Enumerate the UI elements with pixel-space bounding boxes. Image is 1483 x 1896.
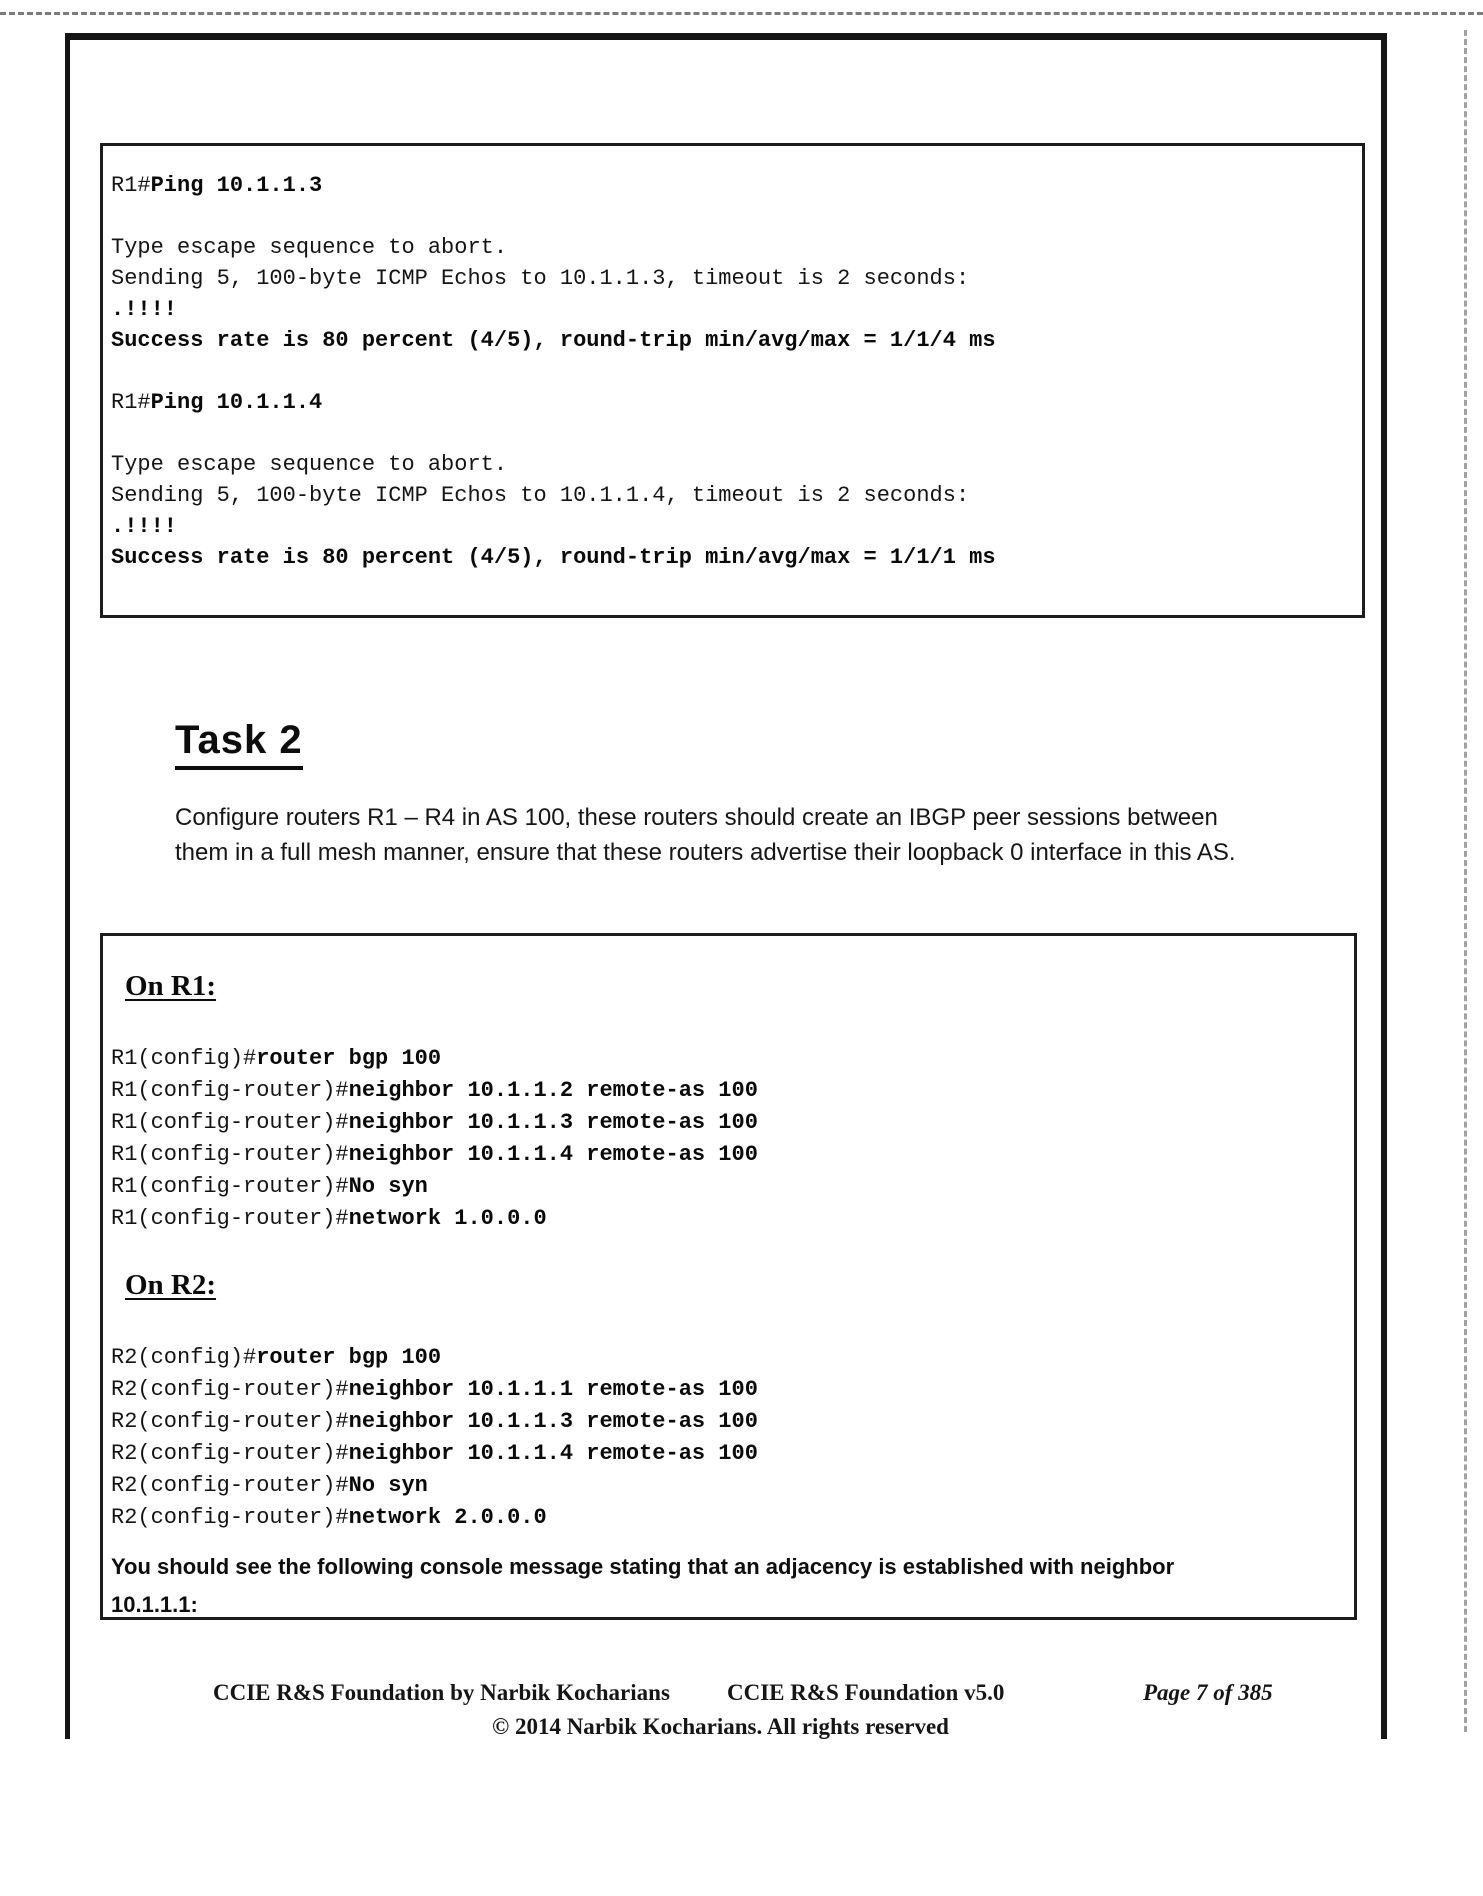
- task-description: Configure routers R1 – R4 in AS 100, these routers should create an IBGP peer sessions between them in a full mesh manner, ensure that these routers advertise their loopback 0 interface in this AS.: [175, 804, 1236, 866]
- footer-page-number: Page 7 of 385: [1143, 1680, 1273, 1705]
- cli-prompt: R2(config-router)#: [111, 1505, 349, 1530]
- cli-prompt: R1(config-router)#: [111, 1110, 349, 1135]
- console-bold-text: .!!!!: [111, 297, 178, 322]
- cli-prompt: R2(config-router)#: [111, 1473, 349, 1498]
- console-message-note: [111, 1548, 1346, 1620]
- cli-command: network 1.0.0.0: [348, 1206, 547, 1231]
- note-line: You should see the following console message stating that an adjacency is established with neighbor: [111, 1554, 1175, 1579]
- cli-command: neighbor 10.1.1.2 remote-as 100: [348, 1078, 758, 1103]
- console-line: [111, 418, 1352, 449]
- console-output: [111, 170, 1352, 573]
- config-command-line: [111, 1203, 1346, 1235]
- task-heading: Task 2: [175, 718, 303, 770]
- console-line: [111, 542, 1352, 573]
- config-command-line: [111, 1043, 1346, 1075]
- cli-prompt: R2(config-router)#: [111, 1377, 349, 1402]
- config-command-line: [111, 1502, 1346, 1534]
- console-line: [111, 480, 1352, 511]
- console-line: [111, 356, 1352, 387]
- cli-command: No syn: [348, 1473, 428, 1498]
- ping-console-box: [100, 143, 1365, 618]
- cli-prompt: R1(config-router)#: [111, 1078, 349, 1103]
- console-line: [111, 449, 1352, 480]
- cli-command: router bgp 100: [256, 1046, 442, 1071]
- config-command-line: [111, 1139, 1346, 1171]
- cli-command: neighbor 10.1.1.3 remote-as 100: [348, 1110, 758, 1135]
- cli-prompt: R2(config-router)#: [111, 1409, 349, 1434]
- cli-prompt: R1(config-router)#: [111, 1174, 349, 1199]
- footer-copyright: © 2014 Narbik Kocharians. All rights reserved: [492, 1714, 949, 1739]
- config-command-line: [111, 1438, 1346, 1470]
- console-bold-text: Success rate is 80 percent (4/5), round-trip min/avg/max = 1/1/1 ms: [111, 545, 996, 570]
- config-section-heading: On R1:: [125, 970, 217, 1002]
- cli-command: network 2.0.0.0: [348, 1505, 547, 1530]
- footer-title: CCIE R&S Foundation by Narbik Kocharians: [213, 1680, 670, 1705]
- console-line: [111, 325, 1352, 356]
- note-line: 10.1.1.1:: [111, 1592, 198, 1617]
- config-section-heading: On R2:: [125, 1269, 217, 1301]
- console-bold-text: Success rate is 80 percent (4/5), round-trip min/avg/max = 1/1/4 ms: [111, 328, 996, 353]
- console-plain-text: R1#: [111, 173, 151, 198]
- console-bold-text: Ping 10.1.1.4: [150, 390, 323, 415]
- console-plain-text: Type escape sequence to abort.: [111, 235, 508, 260]
- cli-prompt: R2(config)#: [111, 1345, 257, 1370]
- console-bold-text: .!!!!: [111, 514, 178, 539]
- console-line: [111, 511, 1352, 542]
- console-bold-text: Ping 10.1.1.3: [150, 173, 323, 198]
- config-command-line: [111, 1075, 1346, 1107]
- console-plain-text: R1#: [111, 390, 151, 415]
- cli-prompt: R1(config-router)#: [111, 1206, 349, 1231]
- config-command-line: [111, 1342, 1346, 1374]
- console-line: [111, 294, 1352, 325]
- footer-version: CCIE R&S Foundation v5.0: [727, 1680, 1005, 1705]
- router-config-box: [100, 933, 1357, 1620]
- cli-prompt: R1(config)#: [111, 1046, 257, 1071]
- config-command-line: [111, 1171, 1346, 1203]
- console-plain-text: Type escape sequence to abort.: [111, 452, 508, 477]
- scan-artifact-top-line: [0, 12, 1483, 15]
- cli-command: No syn: [348, 1174, 428, 1199]
- console-line: [111, 201, 1352, 232]
- console-plain-text: Sending 5, 100-byte ICMP Echos to 10.1.1.3, timeout is 2 seconds:: [111, 266, 970, 291]
- cli-command: neighbor 10.1.1.3 remote-as 100: [348, 1409, 758, 1434]
- config-sections: [111, 970, 1346, 1534]
- cli-command: neighbor 10.1.1.4 remote-as 100: [348, 1142, 758, 1167]
- config-command-line: [111, 1107, 1346, 1139]
- config-command-line: [111, 1406, 1346, 1438]
- console-plain-text: Sending 5, 100-byte ICMP Echos to 10.1.1.4, timeout is 2 seconds:: [111, 483, 970, 508]
- cli-command: neighbor 10.1.1.1 remote-as 100: [348, 1377, 758, 1402]
- cli-prompt: R2(config-router)#: [111, 1441, 349, 1466]
- console-line: [111, 263, 1352, 294]
- cli-command: neighbor 10.1.1.4 remote-as 100: [348, 1441, 758, 1466]
- scan-artifact-right-line: [1464, 30, 1467, 1732]
- cli-prompt: R1(config-router)#: [111, 1142, 349, 1167]
- config-command-line: [111, 1374, 1346, 1406]
- console-line: [111, 170, 1352, 201]
- config-command-line: [111, 1470, 1346, 1502]
- console-line: [111, 387, 1352, 418]
- cli-command: router bgp 100: [256, 1345, 442, 1370]
- console-line: [111, 232, 1352, 263]
